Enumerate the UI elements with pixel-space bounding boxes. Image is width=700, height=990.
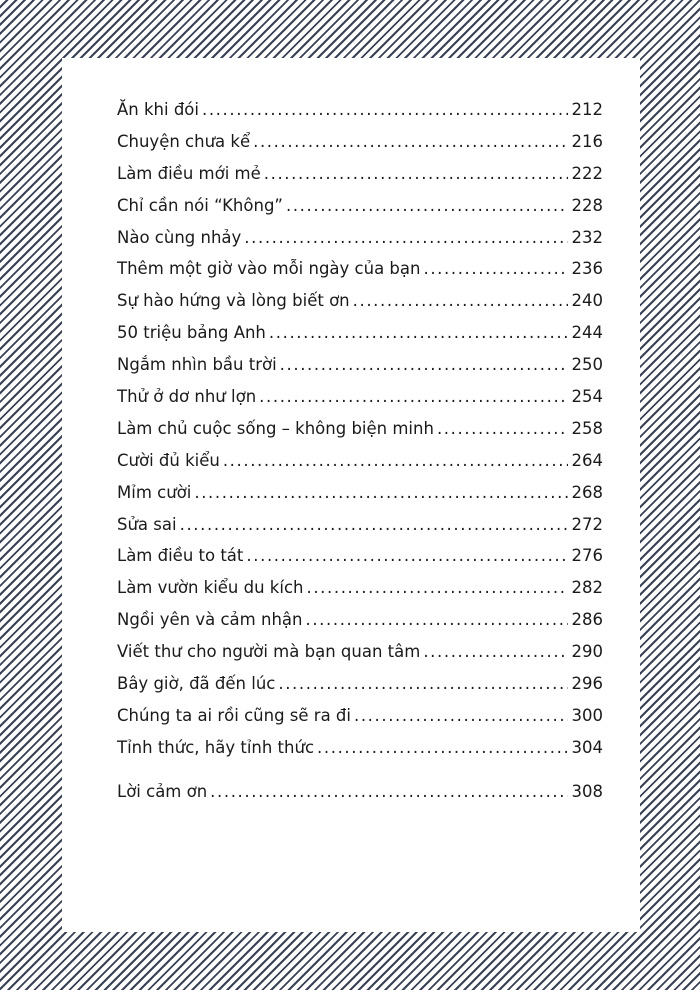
toc-entry-page: 272 xyxy=(571,514,603,534)
toc-entry xyxy=(117,732,603,764)
toc-entry xyxy=(117,253,603,285)
toc-dot-leader xyxy=(306,572,567,604)
toc-entry-title: Ngồi yên và cảm nhận xyxy=(117,610,303,630)
toc-entry xyxy=(117,381,603,413)
toc-entry xyxy=(117,604,603,636)
toc-entry xyxy=(117,158,603,190)
toc-entry-title: Sửa sai xyxy=(117,514,177,534)
toc-entry-page: 304 xyxy=(571,737,603,757)
toc-entry-title: Cười đủ kiểu xyxy=(117,450,220,470)
toc-entry-title: Làm chủ cuộc sống – không biện minh xyxy=(117,418,434,438)
toc-dot-leader xyxy=(278,668,567,700)
toc-entry-title: Sự hào hứng và lòng biết ơn xyxy=(117,291,350,311)
toc-entry-title: Bây giờ, đã đến lúc xyxy=(117,674,276,694)
toc-dot-leader xyxy=(353,285,568,317)
toc-entry-page: 286 xyxy=(571,610,603,630)
toc-entry xyxy=(117,668,603,700)
toc-entry-title: Viết thư cho người mà bạn quan tâm xyxy=(117,642,421,662)
toc-entry-page: 236 xyxy=(571,259,603,279)
toc-entry-title: Chỉ cần nói “Không” xyxy=(117,195,283,215)
toc-entry-page: 268 xyxy=(571,482,603,502)
toc-entry-page: 244 xyxy=(571,323,603,343)
toc-entry-page: 282 xyxy=(571,578,603,598)
toc-entry-title: Chuyện chưa kể xyxy=(117,131,251,151)
toc-entry-title: Lời cảm ơn xyxy=(117,781,208,801)
toc-entry-page: 276 xyxy=(571,546,603,566)
toc-entry-page: 250 xyxy=(571,355,603,375)
toc-entry xyxy=(117,540,603,572)
toc-entry xyxy=(117,94,603,126)
toc-entry xyxy=(117,572,603,604)
toc-entry-page: 300 xyxy=(571,705,603,725)
table-of-contents xyxy=(117,94,603,808)
toc-entry-title: Nào cùng nhảy xyxy=(117,227,242,247)
toc-entry-title: Ngắm nhìn bầu trời xyxy=(117,355,277,375)
toc-entry-title: Thêm một giờ vào mỗi ngày của bạn xyxy=(117,259,421,279)
toc-entry-title: Tỉnh thức, hãy tỉnh thức xyxy=(117,737,315,757)
toc-entry-page: 254 xyxy=(571,387,603,407)
toc-dot-leader xyxy=(354,700,568,732)
toc-entry-page: 228 xyxy=(571,195,603,215)
toc-dot-leader xyxy=(194,477,567,509)
toc-entry xyxy=(117,477,603,509)
toc-entry xyxy=(117,700,603,732)
toc-entry xyxy=(117,222,603,254)
toc-dot-leader xyxy=(223,445,568,477)
toc-dot-leader xyxy=(437,413,568,445)
toc-entry xyxy=(117,413,603,445)
toc-dot-leader xyxy=(286,190,568,222)
toc-entry-page: 232 xyxy=(571,227,603,247)
toc-dot-leader xyxy=(317,732,567,764)
toc-dot-leader xyxy=(264,158,568,190)
toc-entry-title: Làm điều to tát xyxy=(117,546,244,566)
toc-entry xyxy=(117,445,603,477)
toc-entry-title: Làm vườn kiểu du kích xyxy=(117,578,304,598)
toc-dot-leader xyxy=(259,381,567,413)
toc-entry-title: Chúng ta ai rồi cũng sẽ ra đi xyxy=(117,705,351,725)
toc-entry-title: Mỉm cười xyxy=(117,482,192,502)
toc-dot-leader xyxy=(269,317,568,349)
toc-entry-page: 258 xyxy=(571,418,603,438)
toc-page xyxy=(62,58,640,932)
toc-entry-page: 212 xyxy=(571,100,603,119)
toc-entry-page: 240 xyxy=(571,291,603,311)
toc-dot-leader xyxy=(244,222,567,254)
toc-entry xyxy=(117,349,603,381)
toc-dot-leader xyxy=(246,540,567,572)
toc-dot-leader xyxy=(180,509,568,541)
toc-dot-leader xyxy=(210,776,567,808)
toc-entry xyxy=(117,285,603,317)
toc-entry xyxy=(117,636,603,668)
toc-entry xyxy=(117,190,603,222)
toc-dot-leader xyxy=(280,349,568,381)
toc-entry-page: 222 xyxy=(571,163,603,183)
toc-entry-acknowledgements xyxy=(117,776,603,808)
toc-entry-page: 216 xyxy=(571,131,603,151)
toc-entry-title: 50 triệu bảng Anh xyxy=(117,323,266,343)
toc-entry xyxy=(117,126,603,158)
toc-dot-leader xyxy=(253,126,567,158)
toc-entry-title: Ăn khi đói xyxy=(117,100,199,119)
toc-dot-leader xyxy=(423,253,567,285)
toc-entry-page: 308 xyxy=(571,781,603,801)
toc-dot-leader xyxy=(423,636,567,668)
toc-entry-page: 290 xyxy=(571,642,603,662)
toc-entry-title: Thử ở dơ như lợn xyxy=(117,387,257,407)
toc-entry-page: 264 xyxy=(571,450,603,470)
toc-dot-leader xyxy=(305,604,567,636)
toc-entry xyxy=(117,317,603,349)
toc-dot-leader xyxy=(202,94,568,126)
toc-entry xyxy=(117,509,603,541)
toc-entry-title: Làm điều mới mẻ xyxy=(117,163,261,183)
toc-entry-page: 296 xyxy=(571,674,603,694)
